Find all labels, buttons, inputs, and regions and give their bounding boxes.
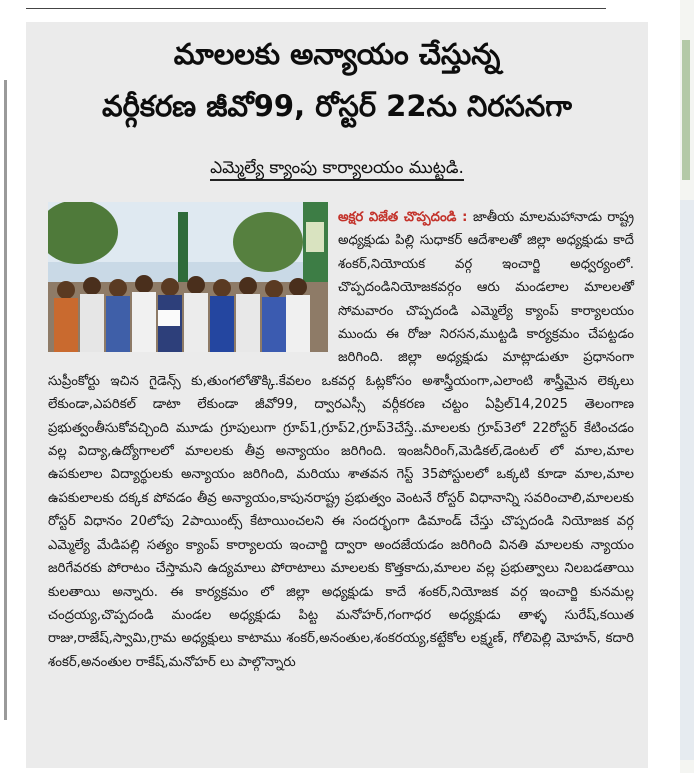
top-rule (26, 8, 606, 9)
byline: అక్షర విజేత చొప్పదండి : (338, 210, 473, 225)
article-body (48, 206, 634, 674)
news-article (26, 22, 648, 768)
photo-spacer (48, 206, 338, 352)
headline (26, 28, 648, 132)
subheadline-text: ఎమ్మెల్యే క్యాంపు కార్యాలయం ముట్టడి. (210, 158, 464, 181)
headline-line-1: మాలలకు అన్యాయం చేస్తున్న (173, 37, 501, 71)
headline-line-2: వర్గీకరణ జీవో99, రోస్టర్ 22ను నిరసనగా (102, 89, 572, 123)
body-text: జాతీయ మాలమహానాడు రాష్ట్ర అధ్యక్షుడు పిల్లి సుధాకర్ ఆదేశాలతో జిల్లా అధ్యక్షుడు కాదే శంకర్,నియోయక వర్గ ఇంచార్జి అధ్వర్యంలో. చొప్పదండినియోజకవర్గం ఆరు మండలాల మాలలతో సోమవారం చొప్పదండి ఎమ్మెల్యే క్యాంప్ కార్యాలయం ముందు ఈ రోజు నిరసన,ముట్టడి కార్యక్రమం చేపట్టడం జరిగింది. జిల్లా అధ్యక్షుడు మాట్లాడుతూ ప్రధానంగా సుప్రీంకోర్టు ఇచిన గైడెన్స్ కు,తుంగలోతొక్కి.కేవలం ఒకవర్గ ఓట్లకోసం అశాస్త్రీయంగా,ఎలాంటి శాస్త్రీమైన లెక్కలు లేకుండా,ఎపరికల్ డాటా లేకుండా జీవో99, ద్వారఎస్సీ వర్గీకరణ చట్టం ఏప్రిల్14,2025 తెలంగాణ ప్రభుత్వంతీసుకోవచ్చింది మూడు గ్రూపులుగా గ్రూప్1,గ్రూప్2,గ్రూప్3చేస్తే..మాలలకు గ్రూప్3లో 22రోస్టర్ కేటించడం వల్ల విద్యా,ఉద్యోగాలలో మాలలకు తీవ్ర అన్యాయం జరిగింది. ఇంజనీరింగ్,మెడికల్,డెంటల్ లో మాల,మాల ఉపకులాల విద్యార్థులకు అన్యాయం జరిగింది, మరియు శాతవన గెస్ట్ 35పోస్టులలో ఒక్కటి కూడా మాల,మాల ఉపకులాలకు దక్కక పోవడం తీవ్ర అన్యాయం,కాపునరాష్ట్ర ప్రభుత్వం వెంటనే రోస్టర్ విధానాన్ని సవరించాలి,మాలలకు రోస్టర్ విధానం 20లోపు 2పాయింట్స్ కేటాయించలని ఈ సందర్భంగా డిమాండ్ చేస్తు చొప్పదండి నియోజక వర్గ ఎమ్మెల్యే మేడిపల్లి సత్యం క్యాంప్ కార్యాలయ ఇంచార్జి ద్వారా అందజేయడం జరిగింది వినతి మాలలకు న్యాయం జరిగేవరకు పోరాటం చేస్తామని ఉద్యమాలు పోరాటాలు మాలలకు కొత్తకాదు,మాలల వల్ల ప్రభుత్వాలు నిలబడతాయి కులతాయి అన్నారు. ఈ కార్యక్రమం లో జిల్లా అధ్యక్షుడు కాదే శంకర్,నియోజక వర్గ ఇంచార్జి కునమల్ల చంద్రయ్య,చొప్పదండి మండల అధ్యక్షుడు పిట్ట మనోహర్,గంగాధర అధ్యక్షుడు తాళ్ళ సురేష్,కయిత రాజు,రాజేష్,స్వామి,గ్రామ అధ్యక్షులు కాటాము శంకర్,అనంతుల,శంకరయ్య,కట్టేకోల లక్ష్మణ్, గోలిపెల్లి మోహన్, కదారి శంకర్,అనంతుల రాకేష్,మనోహర్ లు పాల్గొన్నారు (48, 210, 634, 670)
subheadline (26, 156, 648, 180)
right-edge-foliage (682, 40, 690, 180)
right-edge-strip (680, 0, 694, 773)
right-edge-panel (680, 200, 694, 760)
left-border-bar (4, 80, 7, 720)
